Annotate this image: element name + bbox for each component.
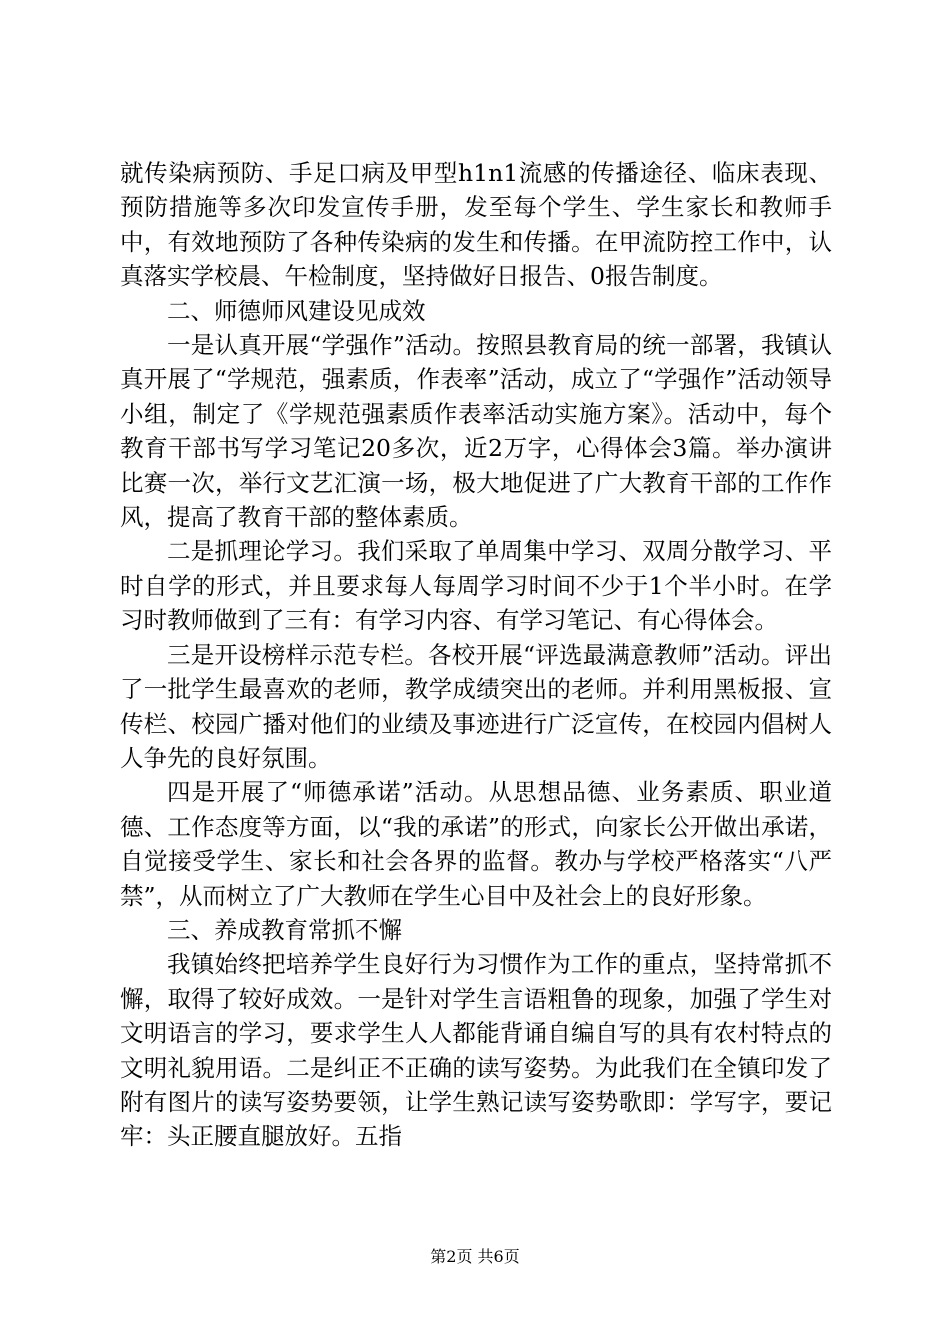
section-heading-3: 三、养成教育常抓不懈 bbox=[167, 915, 402, 944]
section-heading-2: 二、师德师风建设见成效 bbox=[167, 296, 426, 325]
paragraph-3: 一是认真开展“学强作”活动。按照县教育局的统一部署，我镇认真开展了“学规范，强素质，作表率”活动，成立了“学强作”活动领导小组，制定了《学规范强素质作表率活动实施方案》。活动中，每个教育干部书写学习笔记20多次，近2万字，心得体会3篇。举办演讲比赛一次，举行文艺汇演一场，极大地促进了广大教育干部的工作作风，提高了教育干部的整体素质。 bbox=[120, 331, 832, 532]
paragraph-5: 三是开设榜样示范专栏。各校开展“评选最满意教师”活动。评出了一批学生最喜欢的老师，教学成绩突出的老师。并利用黑板报、宣传栏、校园广播对他们的业绩及事迹进行广泛宣传，在校园内倡树人人争先的良好氛围。 bbox=[120, 640, 832, 772]
paragraph-8: 我镇始终把培养学生良好行为习惯作为工作的重点，坚持常抓不懈，取得了较好成效。一是针对学生言语粗鲁的现象，加强了学生对文明语言的学习，要求学生人人都能背诵自编自写的具有农村特点的文明礼貌用语。二是纠正不正确的读写姿势。为此我们在全镇印发了附有图片的读写姿势要领，让学生熟记读写姿势歌即：学写字，要记牢：头正腰直腿放好。五指 bbox=[120, 950, 832, 1151]
paragraph-1: 就传染病预防、手足口病及甲型h1n1流感的传播途径、临床表现、预防措施等多次印发宣传手册，发至每个学生、学生家长和教师手中，有效地预防了各种传染病的发生和传播。在甲流防控工作中，认真落实学校晨、午检制度，坚持做好日报告、0报告制度。 bbox=[120, 159, 832, 291]
paragraph-4: 二是抓理论学习。我们采取了单周集中学习、双周分散学习、平时自学的形式，并且要求每人每周学习时间不少于1个半小时。在学习时教师做到了三有：有学习内容、有学习笔记、有心得体会。 bbox=[120, 537, 832, 635]
page-number-footer: 第2页 共6页 bbox=[430, 1247, 520, 1266]
paragraph-6: 四是开展了“师德承诺”活动。从思想品德、业务素质、职业道德、工作态度等方面，以“我的承诺”的形式，向家长公开做出承诺，自觉接受学生、家长和社会各界的监督。教办与学校严格落实“八严禁”，从而树立了广大教师在学生心目中及社会上的良好形象。 bbox=[120, 778, 832, 910]
document-body bbox=[120, 156, 832, 1154]
